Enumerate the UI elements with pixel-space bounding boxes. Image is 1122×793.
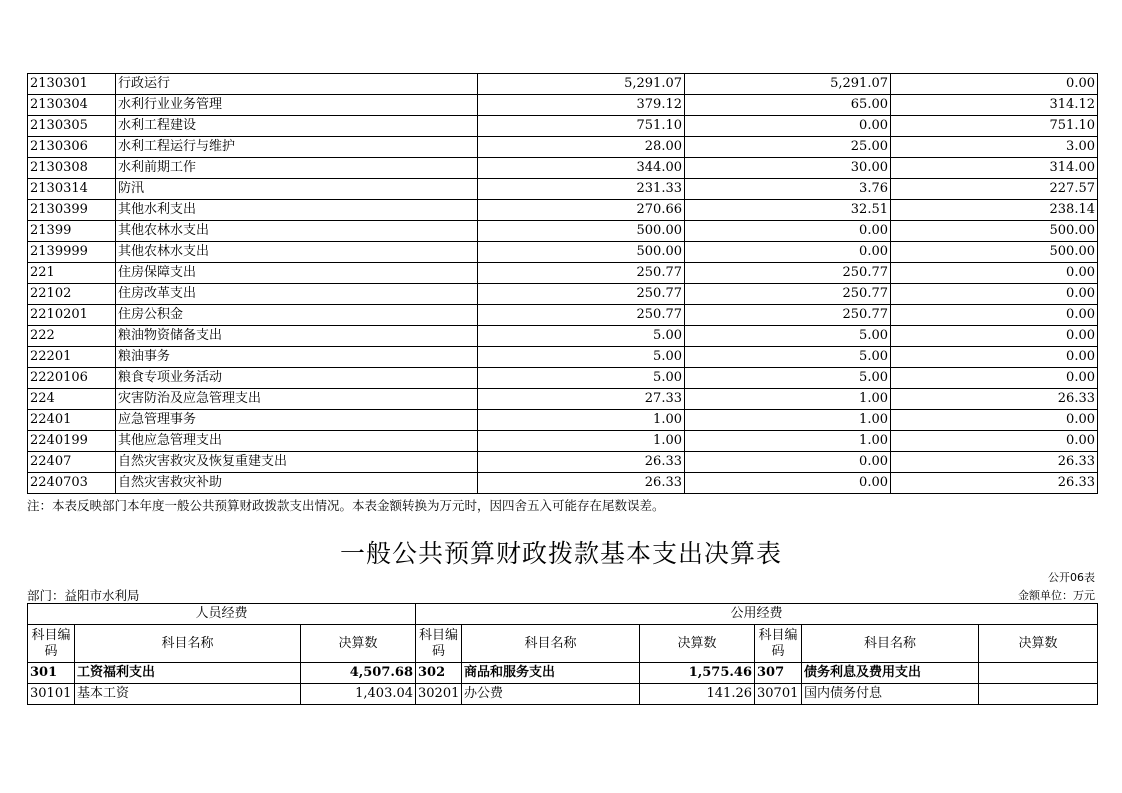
- amount-2: 141.26: [640, 684, 755, 705]
- name-3: 国内债务付息: [802, 684, 979, 705]
- total-amount: 26.33: [478, 473, 685, 494]
- total-amount: 379.12: [478, 95, 685, 116]
- name-1: 基本工资: [75, 684, 301, 705]
- table-row: [28, 684, 1098, 705]
- subject-code: 22102: [28, 284, 116, 305]
- project-amount: 751.10: [891, 116, 1098, 137]
- subject-code: 2240703: [28, 473, 116, 494]
- table-row: [28, 410, 1098, 431]
- basic-amount: 5.00: [685, 347, 891, 368]
- basic-amount: 250.77: [685, 263, 891, 284]
- subject-code: 2130305: [28, 116, 116, 137]
- amount-2: 1,575.46: [640, 663, 755, 684]
- amount-3: [979, 684, 1098, 705]
- total-amount: 270.66: [478, 200, 685, 221]
- subject-name: 水利前期工作: [116, 158, 478, 179]
- project-amount: 227.57: [891, 179, 1098, 200]
- project-amount: 0.00: [891, 326, 1098, 347]
- table-row: [28, 473, 1098, 494]
- project-amount: 0.00: [891, 263, 1098, 284]
- subject-code: 2210201: [28, 305, 116, 326]
- table-row: [28, 158, 1098, 179]
- subject-code: 2130308: [28, 158, 116, 179]
- unit-label: 金额单位：万元: [1018, 589, 1095, 602]
- table-row: [28, 663, 1098, 684]
- expenditure-table: [27, 73, 1098, 494]
- table-row: [28, 326, 1098, 347]
- subject-code: 222: [28, 326, 116, 347]
- group-header-row: [28, 604, 1098, 625]
- subject-name: 住房公积金: [116, 305, 478, 326]
- project-amount: 26.33: [891, 452, 1098, 473]
- subject-name: 粮食专项业务活动: [116, 368, 478, 389]
- subject-name: 水利工程建设: [116, 116, 478, 137]
- basic-amount: 1.00: [685, 410, 891, 431]
- table-row: [28, 389, 1098, 410]
- col-amount-3: 决算数: [979, 625, 1098, 663]
- basic-amount: 250.77: [685, 305, 891, 326]
- table-row: [28, 347, 1098, 368]
- name-1: 工资福利支出: [75, 663, 301, 684]
- name-2: 办公费: [462, 684, 640, 705]
- table-row: [28, 137, 1098, 158]
- total-amount: 5.00: [478, 368, 685, 389]
- subject-name: 粮油物资储备支出: [116, 326, 478, 347]
- basic-amount: 250.77: [685, 284, 891, 305]
- group-public: 公用经费: [416, 604, 1098, 625]
- table-row: [28, 368, 1098, 389]
- project-amount: 0.00: [891, 74, 1098, 95]
- table-row: [28, 452, 1098, 473]
- basic-amount: 30.00: [685, 158, 891, 179]
- subject-code: 221: [28, 263, 116, 284]
- total-amount: 500.00: [478, 221, 685, 242]
- table-row: [28, 116, 1098, 137]
- basic-amount: 25.00: [685, 137, 891, 158]
- basic-amount: 0.00: [685, 452, 891, 473]
- basic-expenditure-table: [27, 603, 1098, 705]
- column-header-row: [28, 625, 1098, 663]
- col-name-1: 科目名称: [75, 625, 301, 663]
- total-amount: 5.00: [478, 326, 685, 347]
- table-row: [28, 431, 1098, 452]
- subject-code: 2139999: [28, 242, 116, 263]
- table-row: [28, 95, 1098, 116]
- basic-amount: 0.00: [685, 116, 891, 137]
- project-amount: 238.14: [891, 200, 1098, 221]
- subject-name: 自然灾害救灾补助: [116, 473, 478, 494]
- col-amount-2: 决算数: [640, 625, 755, 663]
- code-1: 30101: [28, 684, 75, 705]
- page-title: 一般公共预算财政拨款基本支出决算表: [339, 539, 782, 568]
- project-amount: 314.00: [891, 158, 1098, 179]
- project-amount: 26.33: [891, 389, 1098, 410]
- total-amount: 500.00: [478, 242, 685, 263]
- amount-1: 4,507.68: [301, 663, 416, 684]
- project-amount: 314.12: [891, 95, 1098, 116]
- col-name-2: 科目名称: [462, 625, 640, 663]
- subject-name: 其他农林水支出: [116, 221, 478, 242]
- amount-3: [979, 663, 1098, 684]
- subject-code: 2130301: [28, 74, 116, 95]
- subject-code: 2130399: [28, 200, 116, 221]
- total-amount: 1.00: [478, 431, 685, 452]
- subject-name: 自然灾害救灾及恢复重建支出: [116, 452, 478, 473]
- total-amount: 1.00: [478, 410, 685, 431]
- subject-code: 22401: [28, 410, 116, 431]
- code-3: 30701: [755, 684, 802, 705]
- table-row: [28, 221, 1098, 242]
- project-amount: 0.00: [891, 431, 1098, 452]
- basic-amount: 0.00: [685, 221, 891, 242]
- project-amount: 3.00: [891, 137, 1098, 158]
- subject-name: 水利行业业务管理: [116, 95, 478, 116]
- subject-name: 其他应急管理支出: [116, 431, 478, 452]
- code-1: 301: [28, 663, 75, 684]
- basic-amount: 5.00: [685, 326, 891, 347]
- basic-amount: 0.00: [685, 473, 891, 494]
- subject-code: 2130304: [28, 95, 116, 116]
- basic-amount: 5,291.07: [685, 74, 891, 95]
- subject-code: 2130314: [28, 179, 116, 200]
- col-amount-1: 决算数: [301, 625, 416, 663]
- table-row: [28, 200, 1098, 221]
- col-code-3: 科目编码: [755, 625, 802, 663]
- project-amount: 0.00: [891, 347, 1098, 368]
- col-name-3: 科目名称: [802, 625, 979, 663]
- name-2: 商品和服务支出: [462, 663, 640, 684]
- subject-code: 2240199: [28, 431, 116, 452]
- subject-code: 22407: [28, 452, 116, 473]
- total-amount: 250.77: [478, 305, 685, 326]
- subject-name: 灾害防治及应急管理支出: [116, 389, 478, 410]
- code-2: 302: [416, 663, 462, 684]
- subject-name: 应急管理事务: [116, 410, 478, 431]
- subject-name: 防汛: [116, 179, 478, 200]
- form-code: 公开06表: [1048, 571, 1095, 584]
- col-code-2: 科目编码: [416, 625, 462, 663]
- basic-amount: 5.00: [685, 368, 891, 389]
- basic-amount: 32.51: [685, 200, 891, 221]
- code-2: 30201: [416, 684, 462, 705]
- subject-code: 21399: [28, 221, 116, 242]
- table-note: 注：本表反映部门本年度一般公共预算财政拨款支出情况。本表金额转换为万元时，因四舍五入可能存在尾数误差。: [27, 498, 665, 513]
- basic-amount: 65.00: [685, 95, 891, 116]
- code-3: 307: [755, 663, 802, 684]
- subject-name: 住房改革支出: [116, 284, 478, 305]
- project-amount: 0.00: [891, 368, 1098, 389]
- group-personnel: 人员经费: [28, 604, 416, 625]
- subject-code: 22201: [28, 347, 116, 368]
- col-code-1: 科目编码: [28, 625, 75, 663]
- table-row: [28, 179, 1098, 200]
- subject-code: 2130306: [28, 137, 116, 158]
- total-amount: 5,291.07: [478, 74, 685, 95]
- basic-amount: 1.00: [685, 431, 891, 452]
- department-label: 部门：益阳市水利局: [27, 588, 140, 603]
- total-amount: 27.33: [478, 389, 685, 410]
- subject-name: 住房保障支出: [116, 263, 478, 284]
- project-amount: 0.00: [891, 305, 1098, 326]
- table-row: [28, 263, 1098, 284]
- total-amount: 250.77: [478, 263, 685, 284]
- subject-name: 其他水利支出: [116, 200, 478, 221]
- table-row: [28, 305, 1098, 326]
- name-3: 债务利息及费用支出: [802, 663, 979, 684]
- total-amount: 344.00: [478, 158, 685, 179]
- subject-name: 粮油事务: [116, 347, 478, 368]
- total-amount: 28.00: [478, 137, 685, 158]
- project-amount: 500.00: [891, 242, 1098, 263]
- table-row: [28, 74, 1098, 95]
- total-amount: 5.00: [478, 347, 685, 368]
- basic-amount: 0.00: [685, 242, 891, 263]
- total-amount: 250.77: [478, 284, 685, 305]
- total-amount: 26.33: [478, 452, 685, 473]
- subject-name: 行政运行: [116, 74, 478, 95]
- subject-name: 水利工程运行与维护: [116, 137, 478, 158]
- subject-code: 2220106: [28, 368, 116, 389]
- amount-1: 1,403.04: [301, 684, 416, 705]
- table-row: [28, 242, 1098, 263]
- subject-code: 224: [28, 389, 116, 410]
- total-amount: 751.10: [478, 116, 685, 137]
- table-row: [28, 284, 1098, 305]
- total-amount: 231.33: [478, 179, 685, 200]
- basic-amount: 3.76: [685, 179, 891, 200]
- project-amount: 0.00: [891, 284, 1098, 305]
- project-amount: 26.33: [891, 473, 1098, 494]
- subject-name: 其他农林水支出: [116, 242, 478, 263]
- basic-amount: 1.00: [685, 389, 891, 410]
- project-amount: 500.00: [891, 221, 1098, 242]
- project-amount: 0.00: [891, 410, 1098, 431]
